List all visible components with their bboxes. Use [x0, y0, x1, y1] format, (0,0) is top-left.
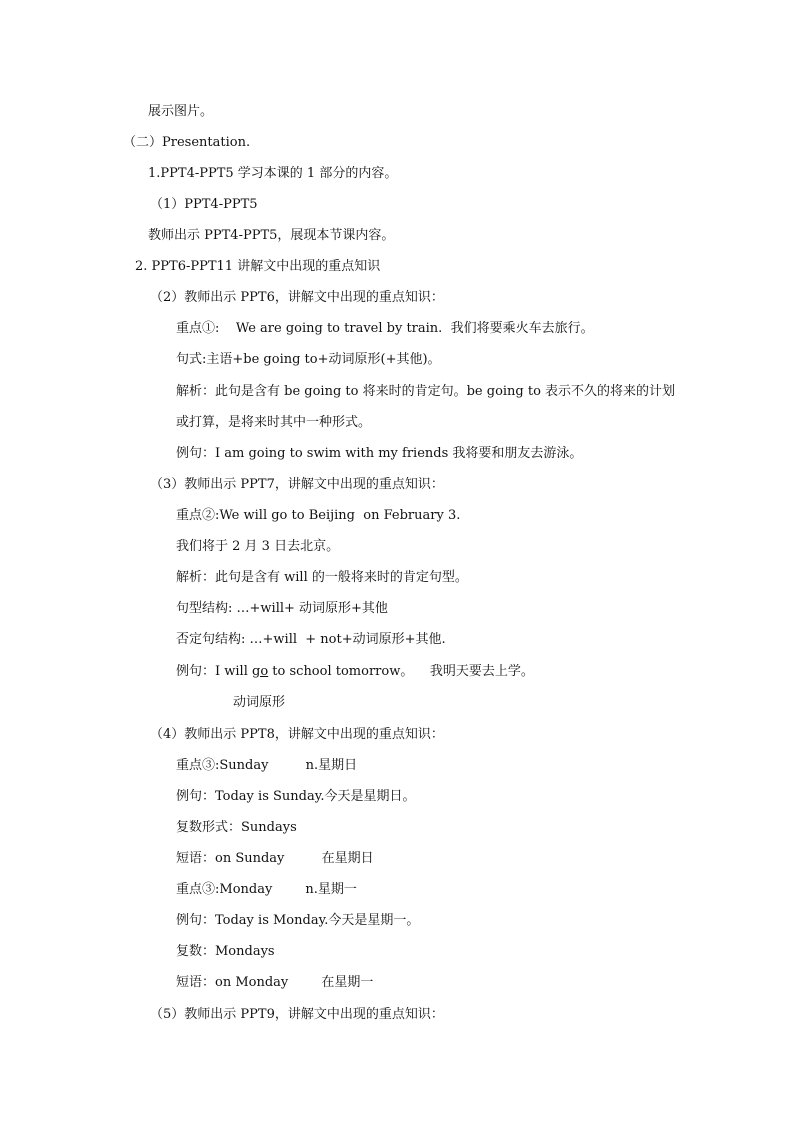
text-line: 例句：I am going to swim with my friends 我将要和朋友去游泳。: [176, 446, 583, 461]
annotation-label: 动词原形: [233, 695, 286, 710]
text-line: [176, 663, 534, 681]
underlined-word: go: [252, 664, 269, 679]
text-segment: to school tomorrow。 我明天要去上学。: [268, 664, 534, 679]
text-line: 短语：on Monday 在星期一: [176, 975, 374, 990]
text-line: 重点①: We are going to travel by train. 我们将要乘火车去旅行。: [176, 321, 594, 336]
text-line: （5）教师出示 PPT9，讲解文中出现的重点知识：: [150, 1007, 444, 1022]
text-line: 或打算，是将来时其中一种形式。: [176, 415, 372, 430]
text-line: 解析：此句是含有 will 的一般将来时的肯定句型。: [176, 570, 468, 585]
text-line: （2）教师出示 PPT6，讲解文中出现的重点知识：: [150, 290, 444, 305]
text-line: 否定句结构: …+will + not+动词原形+其他.: [176, 632, 446, 647]
text-line: 例句：Today is Monday.今天是星期一。: [176, 913, 420, 928]
text-line: 例句：Today is Sunday.今天是星期日。: [176, 789, 416, 804]
text-segment: 例句：I will: [176, 664, 253, 679]
text-line: （3）教师出示 PPT7，讲解文中出现的重点知识：: [150, 477, 444, 492]
section-heading: （二）Presentation.: [123, 135, 251, 150]
text-line: 复数形式：Sundays: [176, 820, 297, 835]
text-line: 句型结构: …+will+ 动词原形+其他: [176, 601, 388, 616]
text-line: 复数：Mondays: [176, 944, 275, 959]
text-line: 2. PPT6-PPT11 讲解文中出现的重点知识: [135, 259, 381, 274]
text-line: 重点②:We will go to Beijing on February 3.: [176, 508, 461, 523]
text-line: 我们将于 2 月 3 日去北京。: [176, 539, 340, 554]
text-line: （1）PPT4-PPT5: [150, 197, 258, 212]
text-line: 重点③:Sunday n.星期日: [176, 758, 358, 773]
text-line: 短语：on Sunday 在星期日: [176, 851, 374, 866]
text-line: 1.PPT4-PPT5 学习本课的 1 部分的内容。: [148, 166, 398, 181]
text-line: 解析：此句是含有 be going to 将来时的肯定句。be going to 表示不久的将来的计划: [176, 384, 676, 399]
text-line: 重点③:Monday n.星期一: [176, 882, 357, 897]
text-line: 展示图片。: [148, 104, 214, 119]
text-line: 教师出示 PPT4-PPT5，展现本节课内容。: [148, 228, 395, 243]
text-line: 句式:主语+be going to+动词原形(+其他)。: [176, 352, 441, 367]
text-line: （4）教师出示 PPT8，讲解文中出现的重点知识：: [150, 727, 444, 742]
